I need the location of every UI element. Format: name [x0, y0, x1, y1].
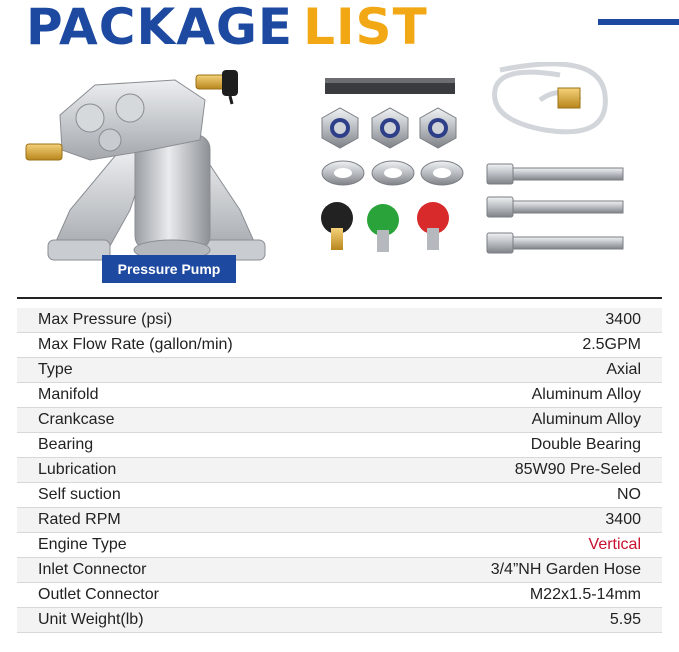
page-title: [26, 0, 428, 58]
table-row: [17, 408, 662, 433]
spec-label: Unit Weight(lb): [17, 608, 377, 633]
spec-value: NO: [377, 483, 662, 508]
title-word-package: PACKAGE: [26, 0, 294, 56]
spec-label: Outlet Connector: [17, 583, 377, 608]
spec-value: M22x1.5-14mm: [377, 583, 662, 608]
spec-value: Aluminum Alloy: [377, 408, 662, 433]
spec-label: Self suction: [17, 483, 377, 508]
spec-label: Rated RPM: [17, 508, 377, 533]
shaft-key: [325, 78, 455, 94]
spec-value: 3/4”NH Garden Hose: [377, 558, 662, 583]
table-row: [17, 508, 662, 533]
table-row: [17, 433, 662, 458]
divider: [17, 297, 662, 299]
spec-label: Engine Type: [17, 533, 377, 558]
table-row: [17, 358, 662, 383]
bolts: [487, 164, 623, 253]
spec-label: Bearing: [17, 433, 377, 458]
table-row: [17, 583, 662, 608]
spec-table: [17, 308, 662, 633]
accent-bar: [598, 19, 679, 25]
table-row: [17, 533, 662, 558]
spec-value: 3400: [377, 308, 662, 333]
spec-value: Double Bearing: [377, 433, 662, 458]
spec-label: Max Flow Rate (gallon/min): [17, 333, 377, 358]
table-row: [17, 383, 662, 408]
spec-value: 2.5GPM: [377, 333, 662, 358]
spec-label: Manifold: [17, 383, 377, 408]
nozzle-tips: [321, 202, 449, 252]
spec-label: Lubrication: [17, 458, 377, 483]
spec-label: Inlet Connector: [17, 558, 377, 583]
spec-label: Max Pressure (psi): [17, 308, 377, 333]
spec-value: 85W90 Pre-Seled: [377, 458, 662, 483]
table-row: [17, 308, 662, 333]
table-row: [17, 333, 662, 358]
spec-value: Vertical: [377, 533, 662, 558]
spec-table-body: [17, 308, 662, 633]
table-row: [17, 458, 662, 483]
table-row: [17, 558, 662, 583]
lock-nuts: [322, 108, 456, 148]
spec-label: Crankcase: [17, 408, 377, 433]
oil-tube: [495, 64, 606, 132]
table-row: [17, 483, 662, 508]
spec-value: 3400: [377, 508, 662, 533]
flat-washers: [322, 161, 463, 185]
pressure-pump-image: [26, 70, 265, 260]
title-word-list: LIST: [303, 0, 428, 56]
header: [0, 0, 679, 62]
pump-label: Pressure Pump: [102, 255, 236, 283]
spec-value: Aluminum Alloy: [377, 383, 662, 408]
spec-label: Type: [17, 358, 377, 383]
table-row: [17, 608, 662, 633]
spec-value: Axial: [377, 358, 662, 383]
spec-value: 5.95: [377, 608, 662, 633]
